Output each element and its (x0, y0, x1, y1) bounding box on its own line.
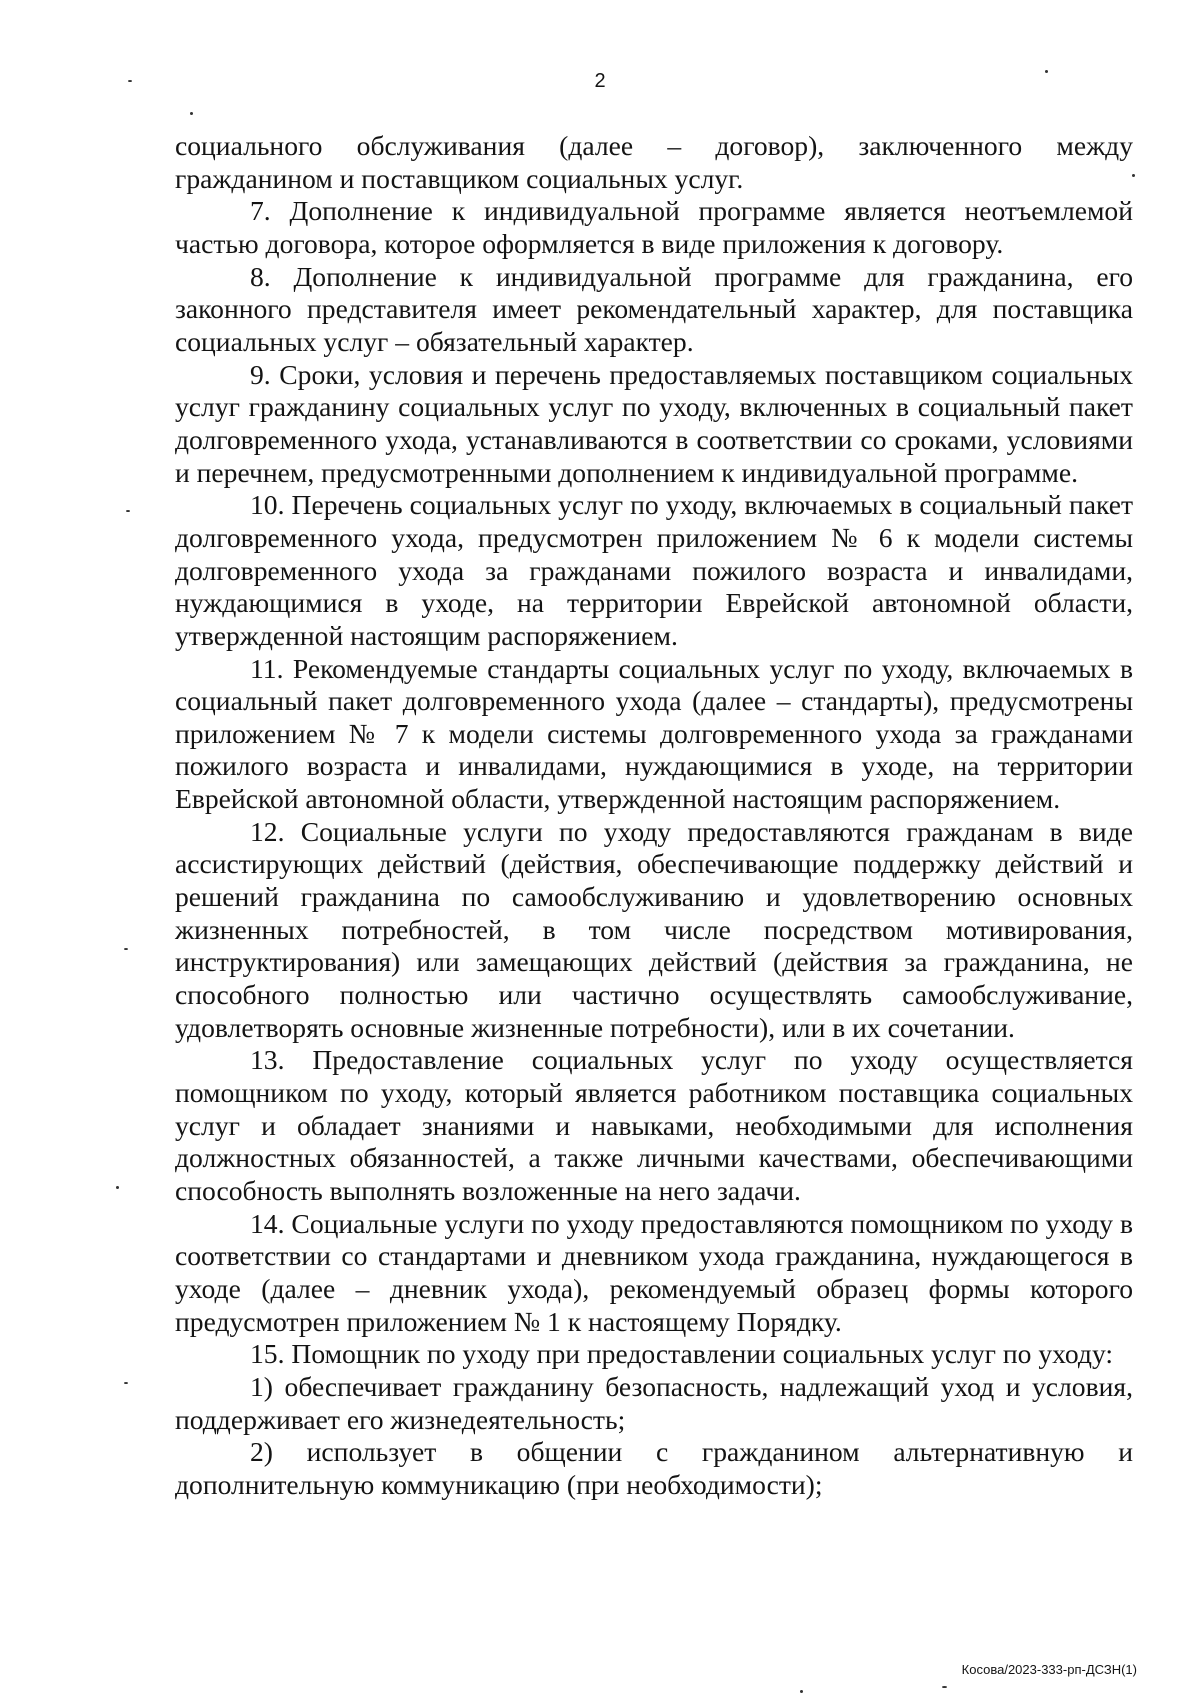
paragraph-10: 10. Перечень социальных услуг по уходу, включаемых в социальный пакет долговременного ухода, предусмотрен приложением № 6 к модели системы долговременного ухода за гражданами пожилого возраста и инвалидами, нуждающимися в уходе, на территории Еврейской автономной области, утвержденной настоящим распоряжением. (175, 489, 1133, 651)
scan-speck (116, 1186, 119, 1189)
paragraph-12: 12. Социальные услуги по уходу предоставляются гражданам в виде ассистирующих действий (действия, обеспечивающие поддержку действий и решений гражданина по самообслуживанию и удовлетворению основных жизненных потребностей, в том числе посредством мотивирования, инструктирования) или замещающих действий (действия за гражданина, не способного полностью или частично осуществлять самообслуживание, удовлетворять основные жизненные потребности), или в их сочетании. (175, 815, 1133, 1043)
paragraph-9: 9. Сроки, условия и перечень предоставляемых поставщиком социальных услуг гражданину социальных услуг по уходу, включенных в социальный пакет долговременного ухода, устанавливаются в соответствии со сроками, условиями и перечнем, предусмотренными дополнением к индивидуальной программе. (175, 358, 1133, 488)
paragraph-11: 11. Рекомендуемые стандарты социальных услуг по уходу, включаемых в социальный пакет долговременного ухода (далее – стандарты), предусмотрены приложением № 7 к модели системы долговременного ухода за гражданами пожилого возраста и инвалидами, нуждающимися в уходе, на территории Еврейской автономной области, утвержденной настоящим распоряжением. (175, 652, 1133, 815)
list-item-1: 1) обеспечивает гражданину безопасность, надлежащий уход и условия, поддерживает его жизнедеятельность; (175, 1370, 1133, 1435)
scan-speck (800, 1690, 803, 1693)
page-number: 2 (594, 70, 606, 92)
document-body (175, 130, 1133, 1502)
scan-speck (124, 948, 128, 950)
document-reference: Косова/2023-333-рп-ДСЗН(1) (961, 1662, 1137, 1677)
list-item-2: 2) использует в общении с гражданином альтернативную и дополнительную коммуникацию (при необходимости); (175, 1436, 1133, 1500)
paragraph-14: 14. Социальные услуги по уходу предоставляются помощником по уходу в соответствии со стандартами и дневником ухода гражданина, нуждающегося в уходе (далее – дневник ухода), рекомендуемый образец формы которого предусмотрен приложением № 1 к настоящему Порядку. (175, 1207, 1133, 1337)
scan-speck (190, 112, 193, 115)
scan-speck (1045, 70, 1048, 73)
scan-speck (942, 1686, 947, 1688)
paragraph-15: 15. Помощник по уходу при предоставлении социальных услуг по уходу: (250, 1338, 1114, 1370)
paragraph-7: 7. Дополнение к индивидуальной программе является неотъемлемой частью договора, которое оформляется в виде приложения к договору. (175, 195, 1133, 259)
paragraph-continuation: социального обслуживания (далее – договор), заключенного между гражданином и поставщиком социальных услуг. (175, 130, 1133, 194)
paragraph-8: 8. Дополнение к индивидуальной программе для гражданина, его законного представителя имеет рекомендательный характер, для поставщика социальных услуг – обязательный характер. (175, 260, 1133, 357)
scan-speck (128, 80, 132, 82)
scan-speck (124, 1382, 128, 1384)
scan-speck (1132, 174, 1135, 177)
paragraph-13: 13. Предоставление социальных услуг по уходу осуществляется помощником по уходу, который является работником поставщика социальных услуг и обладает знаниями и навыками, необходимыми для исполнения должностных обязанностей, а также личными качествами, обеспечивающими способность выполнять возложенные на него задачи. (175, 1044, 1133, 1206)
scan-speck (126, 510, 130, 512)
